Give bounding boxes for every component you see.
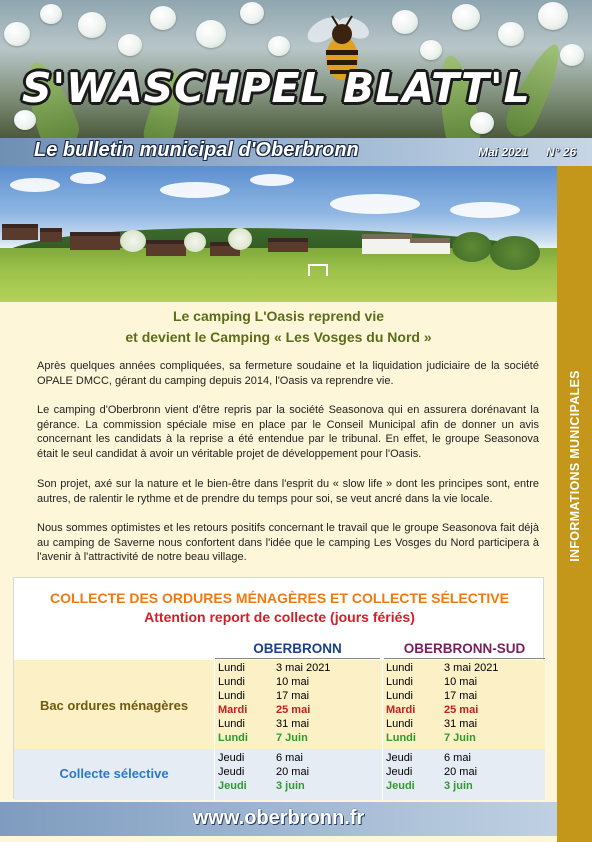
flower-decoration: [14, 110, 36, 130]
entry-day: Jeudi: [218, 752, 245, 764]
cloud-shape: [330, 194, 420, 214]
entry-date: 10 mai: [444, 676, 478, 688]
entry-date: 10 mai: [276, 676, 310, 688]
entry-day: Lundi: [218, 662, 245, 674]
entry-day: Lundi: [218, 732, 248, 744]
column-header-oberbronn: OBERBRONN: [253, 641, 342, 656]
row-label: Bac ordures ménagères: [39, 698, 189, 713]
flower-decoration: [420, 40, 442, 60]
row-label: Collecte sélective: [59, 766, 169, 781]
entry-date: 3 juin: [276, 780, 305, 792]
collection-title: COLLECTE DES ORDURES MÉNAGÈRES ET COLLECTE SÉLECTIVE: [50, 590, 509, 606]
entry-date: 6 mai: [276, 752, 303, 764]
entry-date: 7 Juin: [444, 732, 476, 744]
cabin-shape: [146, 240, 186, 256]
entry-day: Mardi: [218, 704, 248, 716]
flower-decoration: [40, 4, 62, 24]
entry-date: 31 mai: [444, 718, 478, 730]
entry-day: Lundi: [386, 732, 416, 744]
issue-number: N° 26: [546, 145, 577, 159]
entry-date: 17 mai: [444, 690, 478, 702]
side-label: INFORMATIONS MUNICIPALES: [568, 370, 582, 562]
headline-line-2: et devient le Camping « Les Vosges du Nord »: [125, 329, 432, 345]
tree-shape: [490, 236, 540, 270]
flower-decoration: [538, 2, 568, 30]
column-divider: [214, 749, 215, 800]
entry-date: 7 Juin: [276, 732, 308, 744]
flower-decoration: [268, 36, 290, 56]
entry-day: Lundi: [218, 676, 245, 688]
row-selective-collection: [14, 749, 545, 800]
entry-day: Lundi: [386, 662, 413, 674]
entry-date: 3 juin: [444, 780, 473, 792]
footer-bar: [0, 802, 557, 836]
entry-day: Jeudi: [218, 780, 247, 792]
article-paragraph: Le camping d'Oberbronn vient d'être repris par la société Seasonova qui en assurera dorénavant la gérance. La commission spéciale mise en place par le Conseil Municipal afin de donner un avis concernant les candidats à la reprise a été entendue par le tribunal. En effet, le groupe Seasonova était le seul candidat à avoir un véritable projet de développement pour l'Oasis.: [37, 404, 539, 460]
flower-decoration: [470, 112, 494, 134]
cabin-shape: [2, 224, 38, 240]
issue-date: Mai 2021: [478, 145, 529, 159]
column-underline: [215, 658, 380, 659]
column-divider: [214, 660, 215, 749]
cloud-shape: [70, 172, 106, 184]
flower-decoration: [4, 22, 30, 46]
house-shape: [410, 238, 450, 254]
camping-photo: [0, 166, 557, 302]
tree-shape: [120, 230, 146, 252]
flower-decoration: [118, 34, 142, 56]
entry-date: 31 mai: [276, 718, 310, 730]
headline-line-1: Le camping L'Oasis reprend vie: [172, 308, 385, 324]
website-link[interactable]: www.oberbronn.fr: [192, 807, 365, 829]
entry-day: Lundi: [218, 690, 245, 702]
article-paragraph: Après quelques années compliquées, sa fermeture soudaine et la liquidation judiciaire de la société OPALE DMCC, gérant du camping depuis 2014, l'Oasis va reprendre vie.: [37, 360, 539, 387]
soccer-goal: [308, 264, 328, 276]
flower-decoration: [78, 12, 106, 38]
column-header-oberbronn-sud: OBERBRONN-SUD: [403, 641, 526, 656]
flower-decoration: [240, 2, 264, 24]
collection-schedule: [13, 577, 544, 799]
column-underline: [384, 658, 545, 659]
tree-shape: [452, 232, 492, 262]
row-household-waste: [14, 660, 545, 749]
entry-day: Lundi: [218, 718, 245, 730]
entry-day: Jeudi: [386, 780, 415, 792]
cloud-shape: [450, 202, 520, 218]
entry-day: Jeudi: [386, 766, 413, 778]
entry-day: Lundi: [386, 676, 413, 688]
cabin-shape: [40, 228, 62, 242]
entry-day: Lundi: [386, 718, 413, 730]
entry-date: 3 mai 2021: [444, 662, 499, 674]
cloud-shape: [160, 182, 230, 198]
entry-day: Jeudi: [386, 752, 413, 764]
cloud-shape: [250, 174, 294, 186]
collection-subtitle: Attention report de collecte (jours fériés): [144, 609, 415, 625]
tree-shape: [184, 232, 206, 252]
entry-date: 17 mai: [276, 690, 310, 702]
header-banner: [0, 0, 592, 138]
house-shape: [362, 234, 412, 254]
entry-date: 20 mai: [444, 766, 478, 778]
flower-decoration: [498, 22, 524, 46]
entry-date: 25 mai: [276, 704, 311, 716]
cabin-shape: [268, 238, 308, 252]
flower-decoration: [452, 4, 480, 30]
article-headline: [0, 306, 557, 348]
newsletter-subtitle: Le bulletin municipal d'Oberbronn: [34, 139, 359, 161]
entry-day: Mardi: [386, 704, 416, 716]
newsletter-title: S'WASCHPEL BLATT'L: [22, 64, 531, 112]
entry-date: 20 mai: [276, 766, 310, 778]
cloud-shape: [10, 178, 60, 192]
subtitle-bar: [0, 138, 592, 166]
entry-day: Lundi: [386, 690, 413, 702]
article-paragraph: Son projet, axé sur la nature et le bien-être dans l'esprit du « slow life » dont les principes sont, entre autres, de ralentir le rythme et de prendre du temps pour soi, se veut ancré dans la vie locale.: [37, 478, 539, 505]
entry-date: 6 mai: [444, 752, 471, 764]
entry-day: Jeudi: [218, 766, 245, 778]
flower-decoration: [392, 10, 418, 34]
side-band: [557, 166, 592, 842]
tree-shape: [228, 228, 252, 250]
entry-date: 25 mai: [444, 704, 479, 716]
flower-decoration: [196, 20, 226, 48]
column-divider: [382, 660, 383, 749]
cabin-shape: [70, 232, 120, 250]
side-label-wrapper: [557, 166, 592, 842]
entry-date: 3 mai 2021: [276, 662, 331, 674]
column-divider: [382, 749, 383, 800]
flower-decoration: [150, 6, 176, 30]
article-paragraph: Nous sommes optimistes et les retours positifs concernant le travail que le groupe Seasonova fait déjà au camping de Saverne nous confortent dans l'idée que le camping Les Vosges du Nord participera à l'avenir à l'attractivité de notre beau village.: [37, 522, 539, 564]
flower-decoration: [560, 44, 584, 66]
